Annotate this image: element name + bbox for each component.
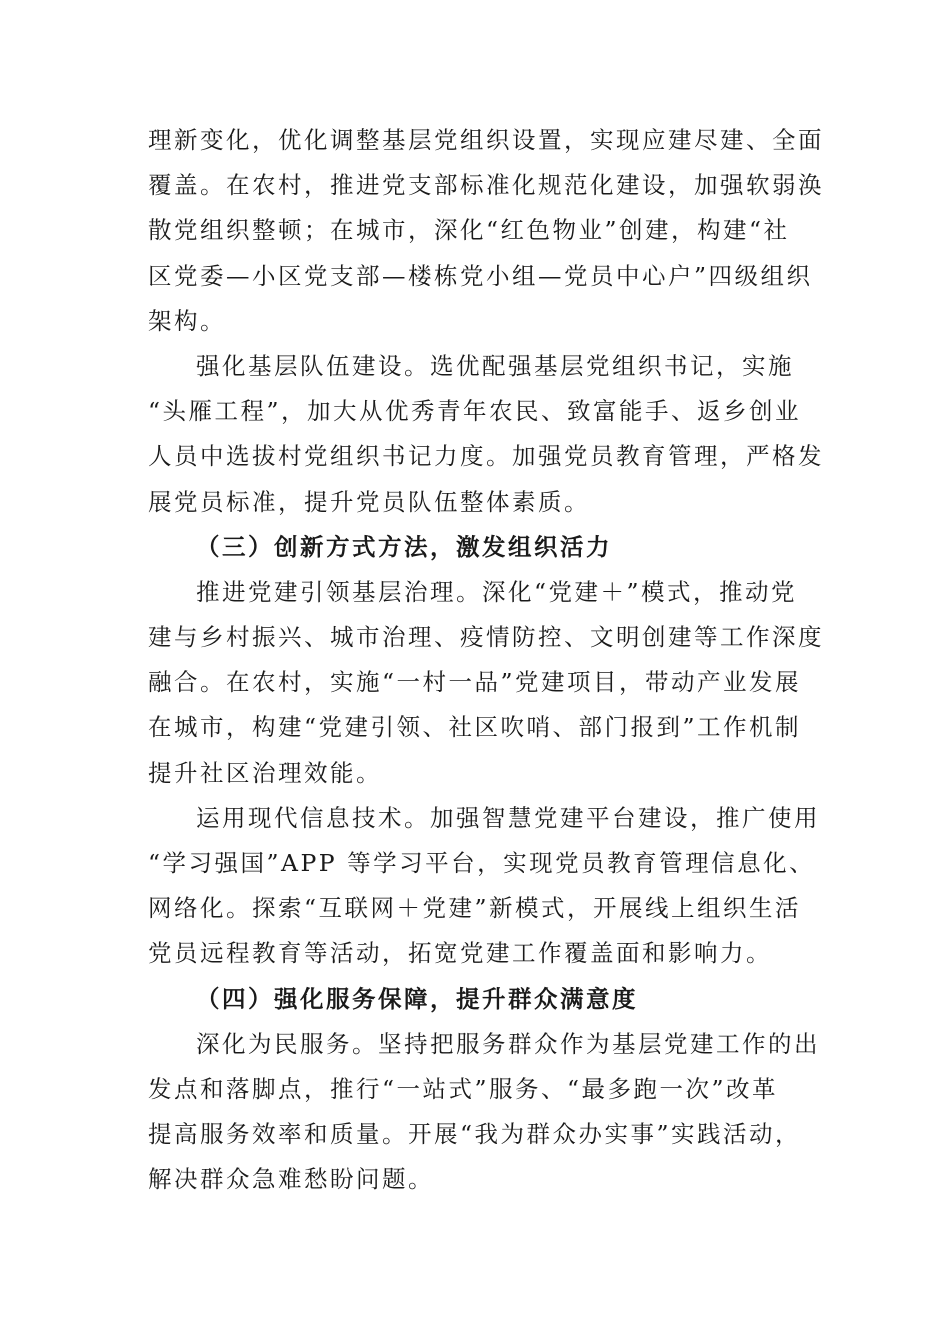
body-line: 提升社区治理效能。 bbox=[148, 758, 382, 787]
body-line: 区党委—小区党支部—楼栋党小组—党员中心户”四级组织 bbox=[148, 261, 813, 290]
body-line: 架构。 bbox=[148, 306, 226, 335]
body-line: 展党员标准，提升党员队伍整体素质。 bbox=[148, 487, 590, 516]
paragraph-start-line: 推进党建引领基层治理。深化“党建＋”模式，推动党 bbox=[196, 577, 798, 606]
document-body bbox=[148, 118, 824, 1203]
paragraph-start-line: 强化基层队伍建设。选优配强基层党组织书记，实施 bbox=[196, 351, 794, 380]
body-line: 在城市，构建“党建引领、社区吹哨、部门报到”工作机制 bbox=[148, 713, 802, 742]
body-line: 建与乡村振兴、城市治理、疫情防控、文明创建等工作深度 bbox=[148, 623, 824, 652]
paragraph-start-line: 深化为民服务。坚持把服务群众作为基层党建工作的出 bbox=[196, 1029, 820, 1058]
section-heading: （三）创新方式方法，激发组织活力 bbox=[196, 532, 612, 561]
body-line: 人员中选拔村党组织书记力度。加强党员教育管理，严格发 bbox=[148, 442, 824, 471]
body-line: “头雁工程”，加大从优秀青年农民、致富能手、返乡创业 bbox=[148, 397, 802, 426]
body-line: 提高服务效率和质量。开展“我为群众办实事”实践活动， bbox=[148, 1120, 802, 1149]
body-line: 网络化。探索“互联网＋党建”新模式，开展线上组织生活 bbox=[148, 894, 802, 923]
body-line: 融合。在农村，实施“一村一品”党建项目，带动产业发展 bbox=[148, 668, 802, 697]
body-line: 理新变化，优化调整基层党组织设置，实现应建尽建、全面 bbox=[148, 126, 824, 154]
section-heading: （四）强化服务保障，提升群众满意度 bbox=[196, 984, 638, 1013]
body-line: 解决群众急难愁盼问题。 bbox=[148, 1165, 434, 1194]
body-line: “学习强国”APP 等学习平台，实现党员教育管理信息化、 bbox=[148, 849, 816, 877]
body-line: 覆盖。在农村，推进党支部标准化规范化建设，加强软弱涣 bbox=[148, 171, 824, 200]
body-line: 发点和落脚点，推行“一站式”服务、“最多跑一次”改革 bbox=[148, 1074, 779, 1103]
body-line: 散党组织整顿；在城市，深化“红色物业”创建，构建“社 bbox=[148, 216, 790, 245]
paragraph-start-line: 运用现代信息技术。加强智慧党建平台建设，推广使用 bbox=[196, 803, 820, 832]
body-line: 党员远程教育等活动，拓宽党建工作覆盖面和影响力。 bbox=[148, 939, 772, 968]
